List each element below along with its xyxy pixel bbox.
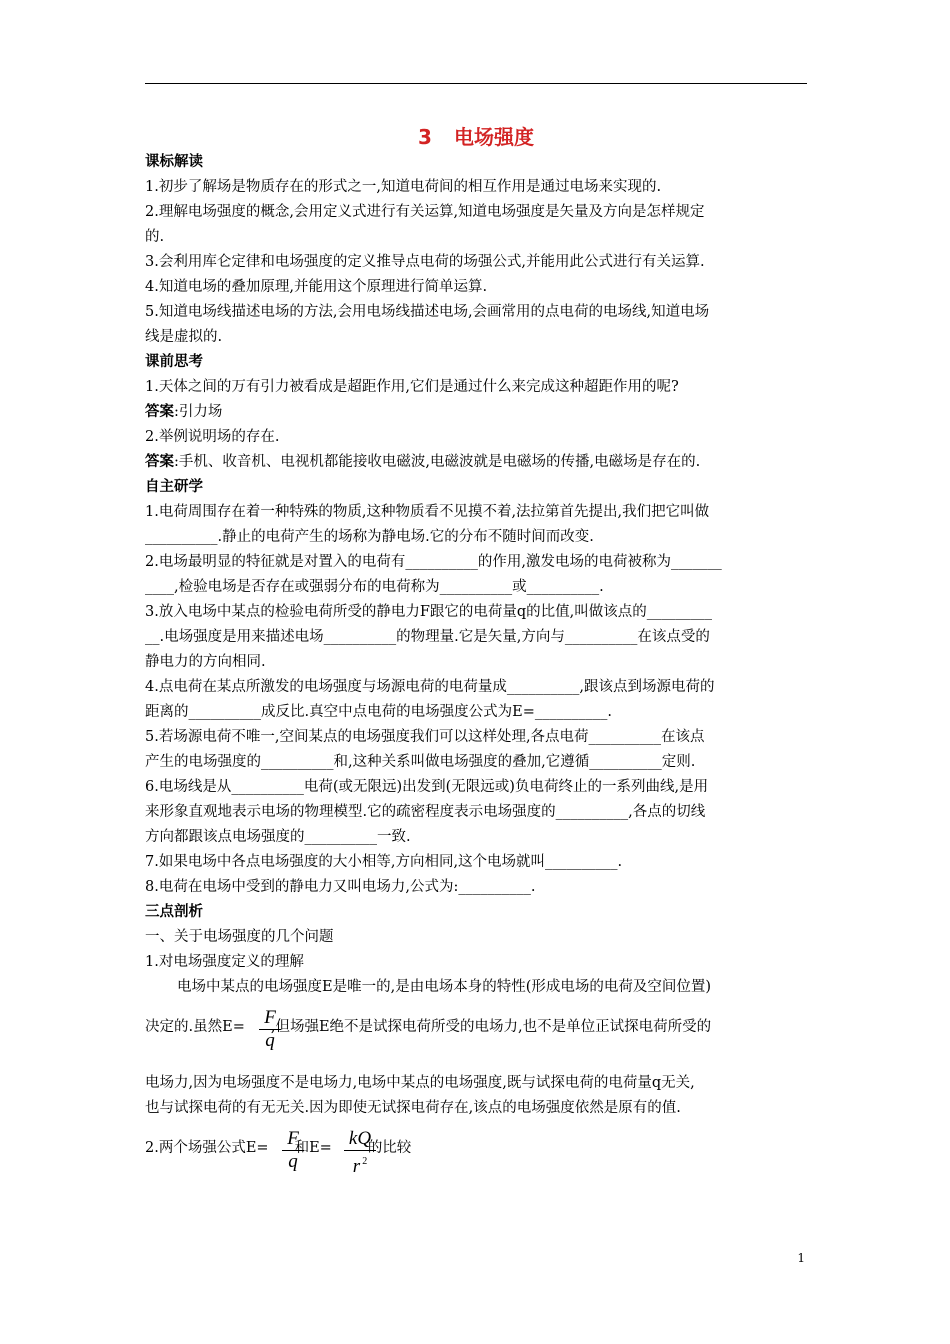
study-line: 4.点电荷在某点所激发的电场强度与场源电荷的电荷量成__________,跟该点到场源电荷的 bbox=[145, 679, 715, 695]
think-answer-1 bbox=[145, 402, 807, 422]
study-line: ____,检验电场是否存在或强弱分布的电荷称为__________或__________. bbox=[145, 579, 604, 595]
think-question-1: 1.天体之间的万有引力被看成是超距作用,它们是通过什么来完成这种超距作用的呢? bbox=[145, 379, 679, 395]
goal-line: 3.会利用库仑定律和电场强度的定义推导点电荷的场强公式,并能用此公式进行有关运算. bbox=[145, 254, 705, 270]
compare-text-3: 的比较 bbox=[367, 1140, 412, 1156]
study-line: 1.电荷周围存在着一种特殊的物质,这种物质看不见摸不着,法拉第首先提出,我们把它叫做 bbox=[145, 504, 710, 520]
answer-label: 答案 bbox=[145, 404, 174, 420]
study-line: 静电力的方向相同. bbox=[145, 654, 266, 670]
goal-line: 1.初步了解场是物质存在的形式之一,知道电荷间的相互作用是通过电场来实现的. bbox=[145, 179, 662, 195]
analysis-paragraph: 也与试探电荷的有无无关.因为即使无试探电荷存在,该点的电场强度依然是原有的值. bbox=[145, 1100, 681, 1116]
header-rule bbox=[145, 83, 807, 84]
study-line: 2.电场最明显的特征就是对置入的电荷有__________的作用,激发电场的电荷被称为_______ bbox=[145, 554, 722, 570]
study-line: 产生的电场强度的__________和,这种关系叫做电场强度的叠加,它遵循__________定则. bbox=[145, 754, 696, 770]
page-title bbox=[145, 124, 807, 150]
study-line: 5.若场源电荷不唯一,空间某点的电场强度我们可以这样处理,各点电荷__________在该点 bbox=[145, 729, 705, 745]
radius-symbol: r bbox=[352, 1156, 361, 1177]
text-after-formula: ,但场强E绝不是试探电荷所受的电场力,也不是单位正试探电荷所受的 bbox=[270, 1019, 712, 1035]
answer-text: :手机、收音机、电视机都能接收电磁波,电磁波就是电磁场的传播,电磁场是存在的. bbox=[174, 454, 701, 470]
exponent: 2 bbox=[362, 1156, 368, 1167]
fraction-denominator bbox=[342, 1151, 378, 1178]
study-line: 3.放入电场中某点的检验电荷所受的静电力F跟它的电荷量q的比值,叫做该点的_________ bbox=[145, 604, 713, 620]
analysis-paragraph: 电场中某点的电场强度E是唯一的,是由电场本身的特性(形成电场的电荷及空间位置) bbox=[177, 979, 712, 995]
study-line: 6.电场线是从__________电荷(或无限远)出发到(无限远或)负电荷终止的一系列曲线,是用 bbox=[145, 779, 709, 795]
answer-label: 答案 bbox=[145, 454, 174, 470]
section-number: 3 bbox=[418, 125, 432, 149]
heading-kqsk: 课前思考 bbox=[145, 354, 203, 370]
think-answer-2 bbox=[145, 452, 807, 472]
heading-sdpx: 三点剖析 bbox=[145, 904, 203, 920]
formula-compare-heading bbox=[145, 1138, 807, 1158]
text-before-formula: 决定的.虽然E= bbox=[145, 1019, 245, 1035]
analysis-paragraph bbox=[145, 1017, 807, 1037]
compare-text-1: 2.两个场强公式E= bbox=[145, 1140, 269, 1156]
think-question-2: 2.举例说明场的存在. bbox=[145, 429, 280, 445]
section-title: 电场强度 bbox=[453, 125, 534, 149]
goal-line: 4.知道电场的叠加原理,并能用这个原理进行简单运算. bbox=[145, 279, 488, 295]
fraction-numerator: kQ bbox=[348, 1128, 372, 1149]
goal-line: 线是虚拟的. bbox=[145, 329, 223, 345]
study-line: 方向都跟该点电场强度的__________一致. bbox=[145, 829, 411, 845]
study-line: __.电场强度是用来描述电场__________的物理量.它是矢量,方向与__________在该点受的 bbox=[145, 629, 710, 645]
study-line: __________.静止的电荷产生的场称为静电场.它的分布不随时间而改变. bbox=[145, 529, 594, 545]
goal-line: 5.知道电场线描述电场的方法,会用电场线描述电场,会画常用的点电荷的电场线,知道电场 bbox=[145, 304, 710, 320]
formula-f-over-q bbox=[257, 1007, 283, 1052]
heading-kbjd: 课标解读 bbox=[145, 154, 203, 170]
fraction-numerator: F bbox=[264, 1007, 276, 1028]
study-line: 距离的__________成反比.真空中点电荷的电场强度公式为E=__________. bbox=[145, 704, 612, 720]
goal-line: 2.理解电场强度的概念,会用定义式进行有关运算,知道电场强度是矢量及方向是怎样规定 bbox=[145, 204, 705, 220]
formula-kq-over-r2 bbox=[342, 1128, 378, 1178]
goal-line: 的. bbox=[145, 229, 165, 245]
compare-text-2: 和E= bbox=[294, 1140, 332, 1156]
fraction-numerator: F bbox=[287, 1128, 299, 1149]
fraction-denominator: q bbox=[288, 1151, 298, 1172]
study-line: 来形象直观地表示电场的物理模型.它的疏密程度表示电场强度的__________,各点的切线 bbox=[145, 804, 706, 820]
formula-f-over-q-2 bbox=[280, 1128, 306, 1173]
analysis-subheading: 一、关于电场强度的几个问题 bbox=[145, 929, 334, 945]
study-line: 8.电荷在电场中受到的静电力又叫电场力,公式为:__________. bbox=[145, 879, 536, 895]
heading-zzyx: 自主研学 bbox=[145, 479, 203, 495]
fraction-denominator: q bbox=[265, 1030, 275, 1051]
page-number: 1 bbox=[797, 1251, 805, 1265]
analysis-paragraph: 电场力,因为电场强度不是电场力,电场中某点的电场强度,既与试探电荷的电荷量q无关, bbox=[145, 1075, 695, 1091]
analysis-subheading: 1.对电场强度定义的理解 bbox=[145, 954, 304, 970]
answer-text: :引力场 bbox=[174, 404, 223, 420]
study-line: 7.如果电场中各点电场强度的大小相等,方向相同,这个电场就叫__________. bbox=[145, 854, 623, 870]
